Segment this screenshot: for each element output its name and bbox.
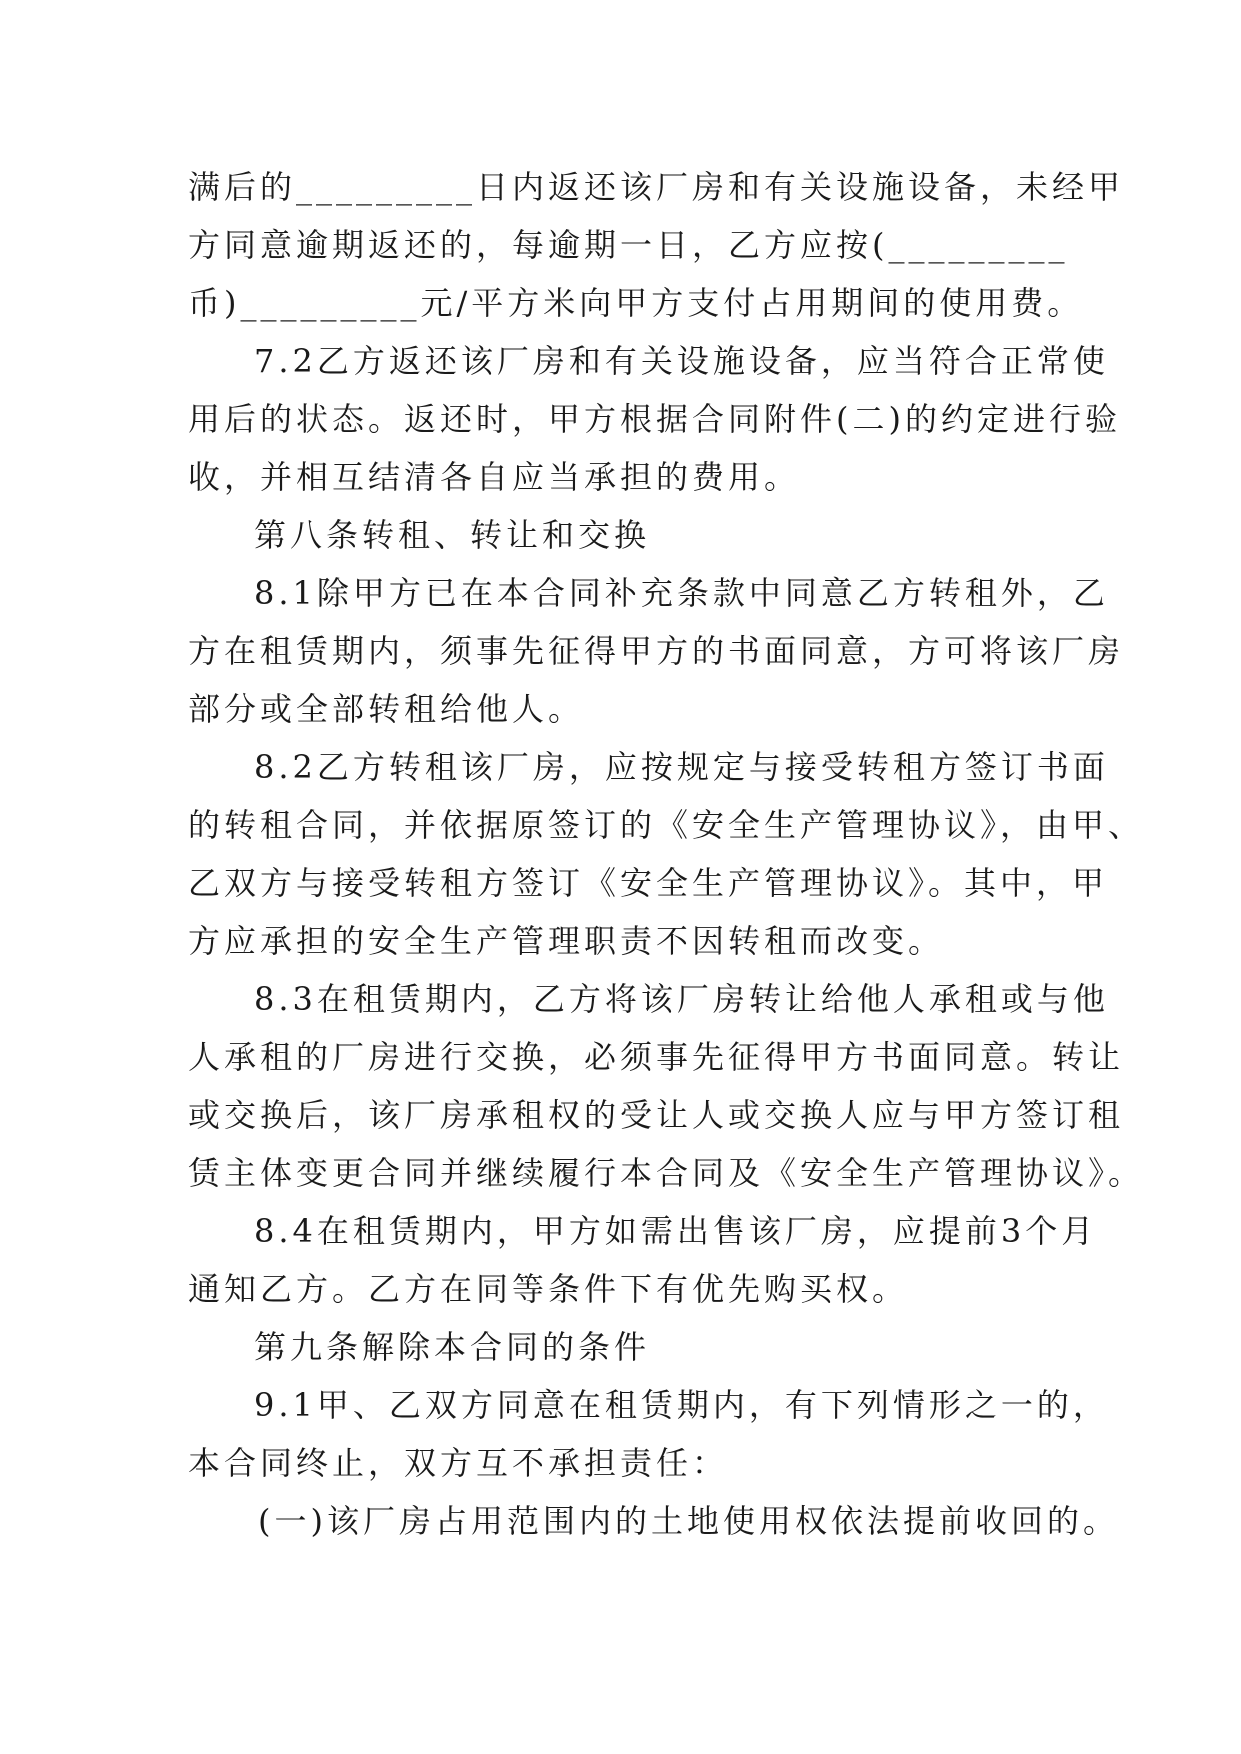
list-item-1: (一)该厂房占用范围内的土地使用权依法提前收回的。: [258, 1502, 1119, 1540]
text-line: 乙双方与接受转租方签订《安全生产管理协议》。其中，甲: [188, 864, 1109, 902]
text-line: 部分或全部转租给他人。: [188, 690, 585, 728]
clause-7-2-start: 7.2乙方返还该厂房和有关设施设备，应当符合正常使: [254, 342, 1109, 380]
text-line: 收，并相互结清各自应当承担的费用。: [188, 458, 801, 496]
article-8-heading: 第八条转租、转让和交换: [254, 516, 651, 554]
text-line: 币)_________元/平方米向甲方支付占用期间的使用费。: [188, 284, 1084, 322]
article-9-heading: 第九条解除本合同的条件: [254, 1328, 651, 1366]
document-body: [188, 158, 1145, 1550]
text-line: 方应承担的安全生产管理职责不因转租而改变。: [188, 922, 945, 960]
text-line: 用后的状态。返还时，甲方根据合同附件(二)的约定进行验: [188, 400, 1121, 438]
text-line: 通知乙方。乙方在同等条件下有优先购买权。: [188, 1270, 909, 1308]
text-line: 或交换后，该厂房承租权的受让人或交换人应与甲方签订租: [188, 1096, 1125, 1134]
text-line: 本合同终止，双方互不承担责任：: [188, 1444, 729, 1482]
text-line: 赁主体变更合同并继续履行本合同及《安全生产管理协议》。: [188, 1154, 1145, 1192]
text-line: 的转租合同，并依据原签订的《安全生产管理协议》，由甲、: [188, 806, 1145, 844]
clause-8-2-start: 8.2乙方转租该厂房，应按规定与接受转租方签订书面: [254, 748, 1109, 786]
text-line: 人承租的厂房进行交换，必须事先征得甲方书面同意。转让: [188, 1038, 1125, 1076]
clause-8-1-start: 8.1除甲方已在本合同补充条款中同意乙方转租外，乙: [254, 574, 1109, 612]
text-line: 满后的_________日内返还该厂房和有关设施设备，未经甲: [188, 168, 1125, 206]
text-line: 方同意逾期返还的，每逾期一日，乙方应按(_________: [188, 226, 1069, 264]
clause-8-4-start: 8.4在租赁期内，甲方如需出售该厂房，应提前3个月: [254, 1212, 1098, 1250]
clause-8-3-start: 8.3在租赁期内，乙方将该厂房转让给他人承租或与他: [254, 980, 1109, 1018]
text-line: 方在租赁期内，须事先征得甲方的书面同意，方可将该厂房: [188, 632, 1125, 670]
clause-9-1-start: 9.1甲、乙双方同意在租赁期内，有下列情形之一的，: [254, 1386, 1109, 1424]
